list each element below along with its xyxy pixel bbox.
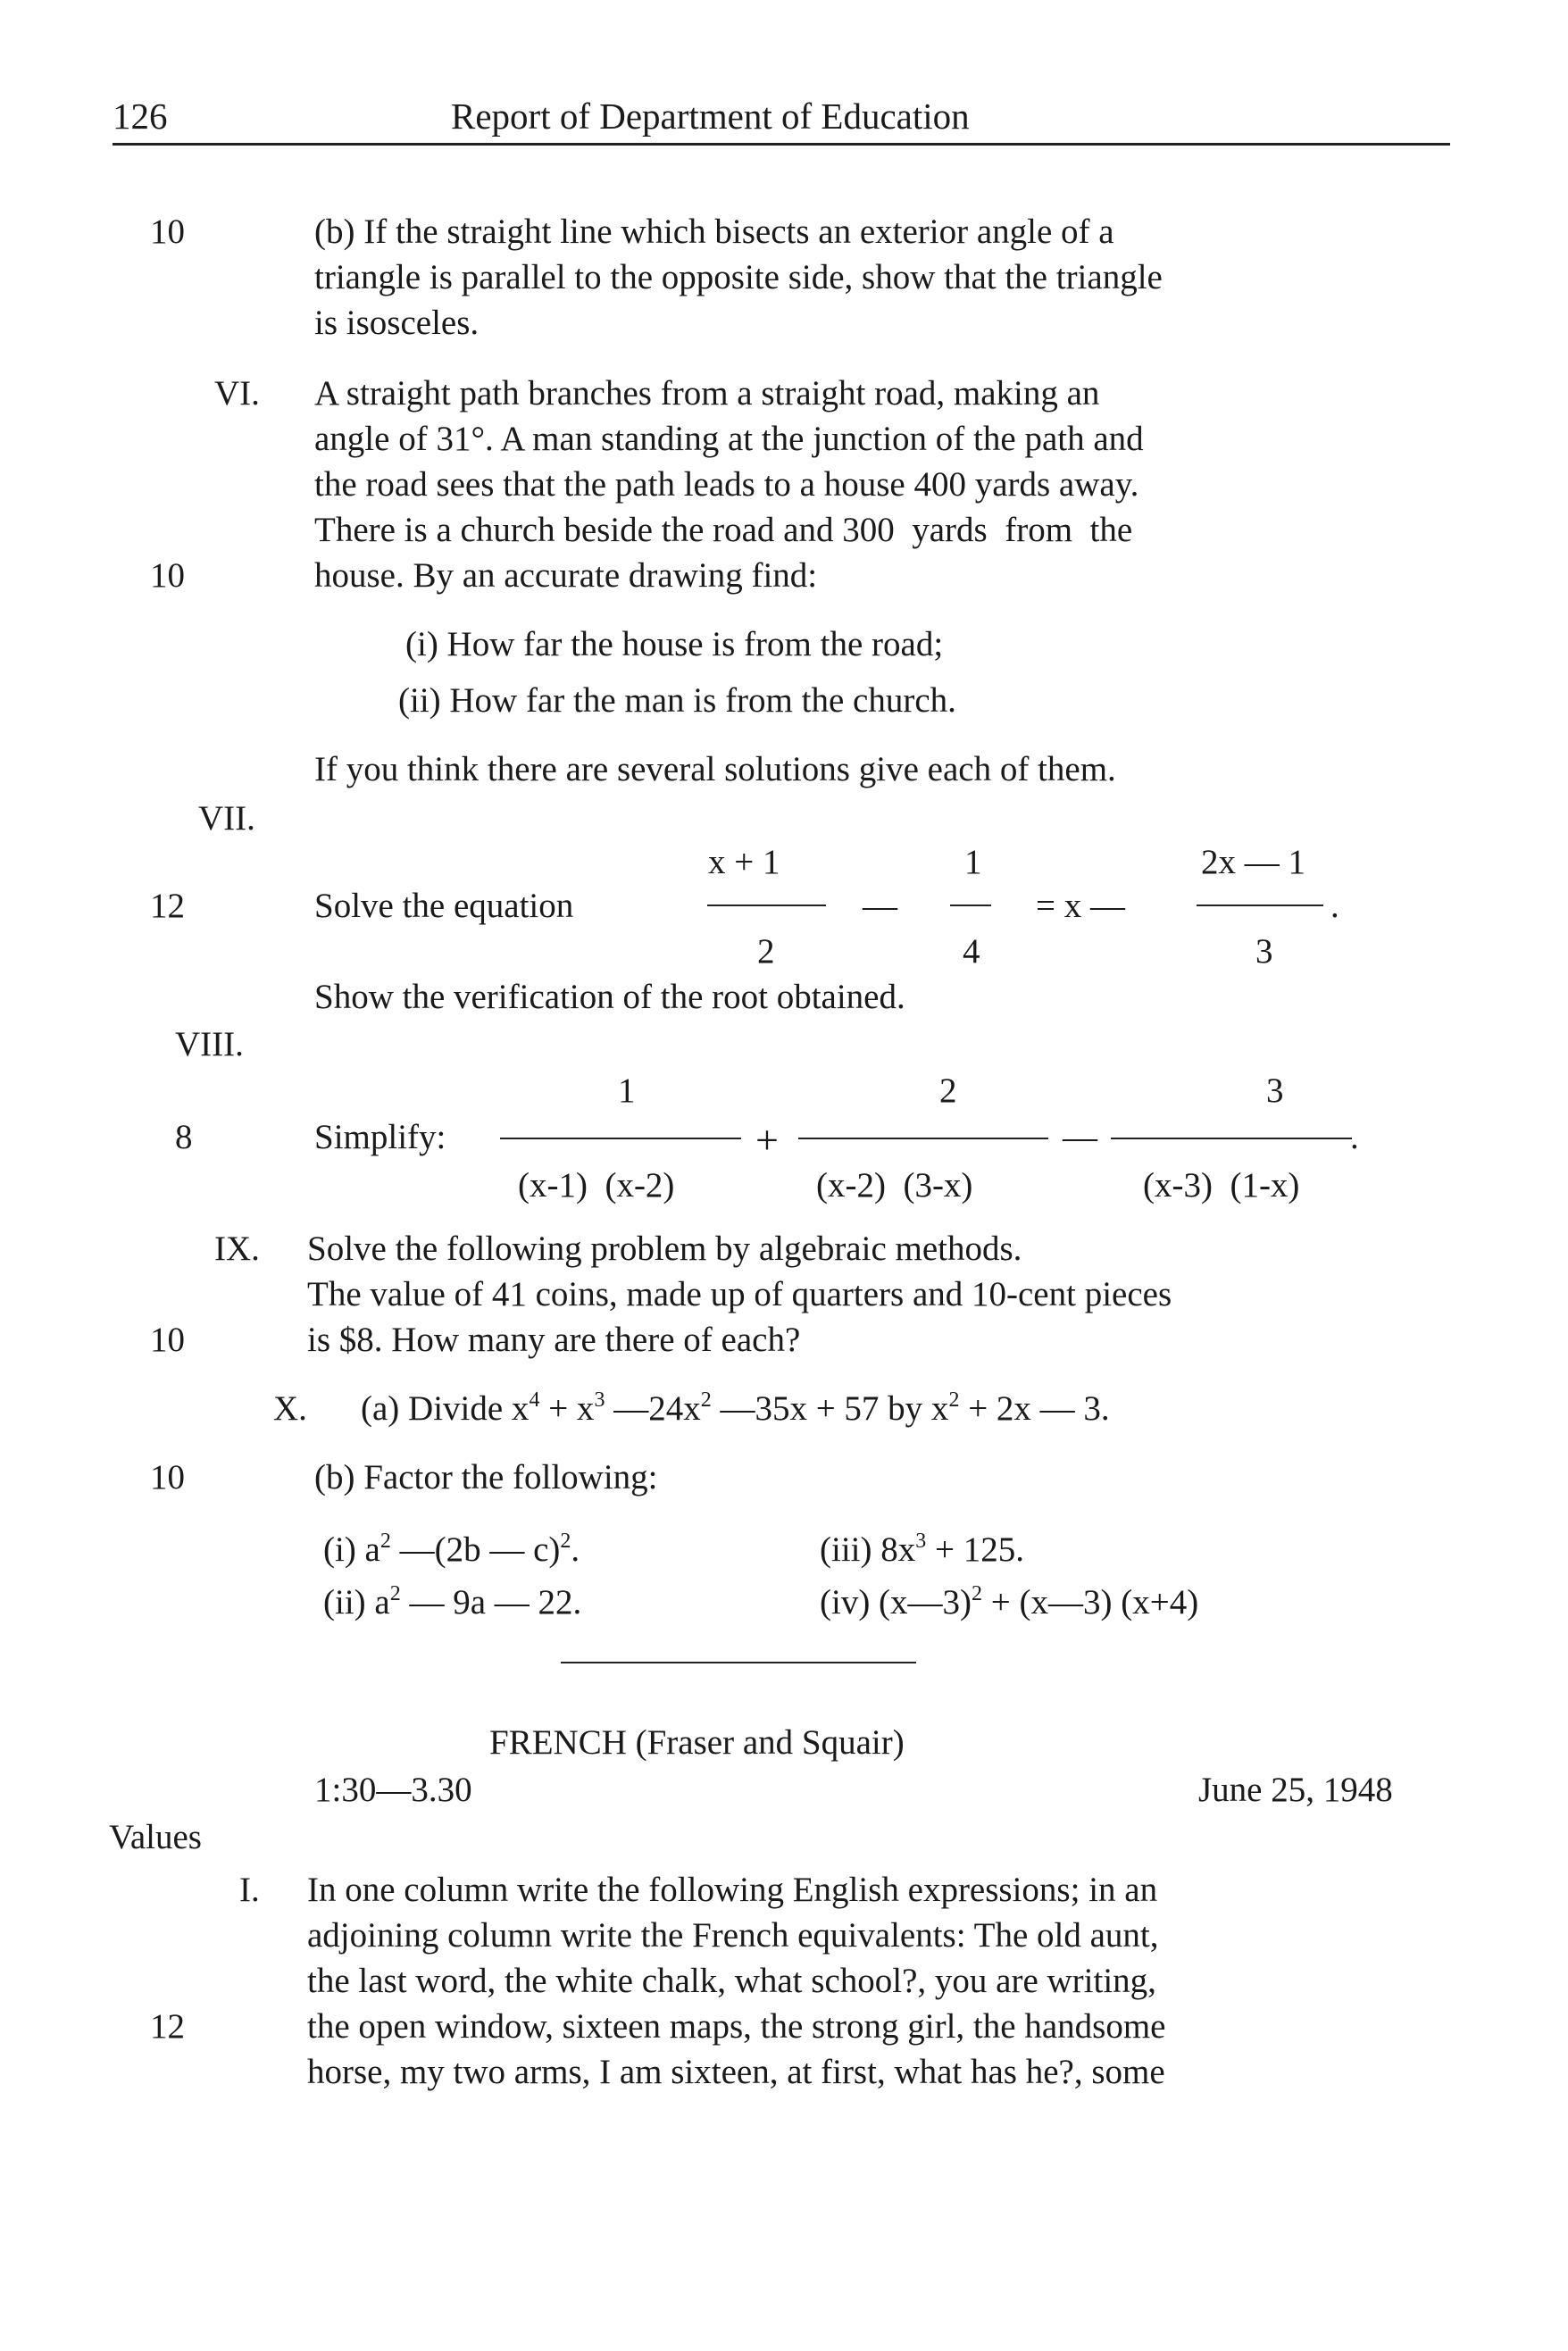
- q8-minus: —: [1063, 1118, 1097, 1156]
- q8-denominator-1: (x-1) (x-2): [518, 1166, 675, 1205]
- q7-numerator-1: x + 1: [708, 843, 780, 881]
- mark-french-q1: 12: [150, 2007, 185, 2046]
- q5b-line-1: (b) If the straight line which bisects an exterior angle of a: [314, 213, 1114, 251]
- q8-fraction-bar-3: [1111, 1138, 1352, 1139]
- q6-part-ii: (ii) How far the man is from the church.: [398, 681, 956, 720]
- q6-part-i: (i) How far the house is from the road;: [405, 625, 944, 663]
- q8-number: VIII.: [175, 1025, 244, 1063]
- mark-q6: 10: [150, 556, 185, 595]
- q6-line-4: There is a church beside the road and 300 yards from the: [314, 511, 1133, 549]
- q6-note: If you think there are several solutions give each of them.: [314, 750, 1116, 788]
- q8-numerator-1: 1: [618, 1071, 636, 1110]
- page-number: 126: [113, 96, 168, 137]
- q6-number: VI.: [214, 374, 260, 413]
- q7-numerator-3: 2x — 1: [1201, 843, 1305, 881]
- q7-number: VII.: [198, 799, 255, 838]
- q9-line-3: is $8. How many are there of each?: [307, 1321, 801, 1359]
- mark-q9: 10: [150, 1321, 185, 1359]
- french-q1-line-4: the open window, sixteen maps, the strong girl, the handsome: [307, 2007, 1166, 2046]
- q7-fraction-bar-2: [950, 905, 991, 906]
- french-q1-line-2: adjoining column write the French equivalents: The old aunt,: [307, 1916, 1159, 1955]
- q7-denominator-3: 3: [1255, 932, 1273, 971]
- q8-denominator-2: (x-2) (3-x): [816, 1166, 973, 1205]
- q10-number: X.: [273, 1389, 307, 1428]
- running-title: Report of Department of Education: [451, 96, 970, 137]
- q6-line-3: the road sees that the path leads to a house 400 yards away.: [314, 465, 1139, 504]
- header-rule: [113, 143, 1450, 146]
- q7-prompt: Solve the equation: [314, 887, 574, 925]
- mark-q10: 10: [150, 1458, 185, 1496]
- section-divider: [561, 1662, 916, 1663]
- q7-fraction-bar-3: [1197, 905, 1323, 906]
- q8-period: .: [1350, 1118, 1359, 1156]
- q7-fraction-bar-1: [707, 905, 826, 906]
- french-q1-line-1: In one column write the following English expressions; in an: [307, 1871, 1158, 1909]
- q8-numerator-3: 3: [1266, 1071, 1284, 1110]
- q7-equals-x-minus: = x —: [1036, 887, 1125, 925]
- q10-factor-i: (i) $a^2$ —(2b — c)$^2$.: [323, 1530, 580, 1569]
- q7-numerator-2: 1: [964, 843, 982, 881]
- q10-part-a: (a) Divide $x^4 + x^3$ $—24x^2$ —35x + 57 by $x^2 + 2x$ — 3.: [361, 1388, 1110, 1428]
- q8-numerator-2: 2: [939, 1071, 957, 1110]
- q7-minus: —: [863, 887, 897, 925]
- french-date: June 25, 1948: [1198, 1771, 1393, 1809]
- q7-verify: Show the verification of the root obtained.: [314, 978, 905, 1016]
- q8-denominator-3: (x-3) (1-x): [1143, 1166, 1300, 1205]
- q8-fraction-bar-2: [798, 1138, 1048, 1139]
- q5b-line-3: is isosceles.: [314, 304, 480, 342]
- mark-q8: 8: [175, 1118, 193, 1156]
- q6-line-2: angle of 31°. A man standing at the junction of the path and: [314, 420, 1144, 458]
- french-q1-number: I.: [239, 1871, 260, 1909]
- q10-factor-iv: (iv) (x—3)$^2$ + (x—3) (x+4): [820, 1582, 1199, 1622]
- french-q1-line-5: horse, my two arms, I am sixteen, at first, what has he?, some: [307, 2053, 1165, 2091]
- mark-q7: 12: [150, 887, 185, 925]
- q10-factor-ii: (ii) $a^2$ — 9a — 22.: [323, 1582, 582, 1622]
- french-q1-line-3: the last word, the white chalk, what school?, you are writing,: [307, 1962, 1156, 2000]
- french-time: 1:30—3.30: [314, 1771, 472, 1809]
- q7-denominator-1: 2: [757, 932, 775, 971]
- q10-part-b-label: (b) Factor the following:: [314, 1458, 658, 1496]
- q10-factor-iii: (iii) $8x^3 + 125$.: [820, 1530, 1024, 1569]
- mark-q5b: 10: [150, 213, 185, 251]
- q9-number: IX.: [214, 1230, 260, 1268]
- values-label: Values: [109, 1818, 202, 1856]
- q8-fraction-bar-1: [500, 1138, 741, 1139]
- french-title: FRENCH (Fraser and Squair): [489, 1723, 905, 1762]
- q9-line-2: The value of 41 coins, made up of quarters and 10-cent pieces: [307, 1275, 1172, 1313]
- q8-prompt: Simplify:: [314, 1118, 446, 1156]
- q6-line-5: house. By an accurate drawing find:: [314, 556, 818, 595]
- q8-plus: +: [755, 1117, 779, 1163]
- q6-line-1: A straight path branches from a straight road, making an: [314, 374, 1100, 413]
- q5b-line-2: triangle is parallel to the opposite side, show that the triangle: [314, 258, 1163, 296]
- q9-line-1: Solve the following problem by algebraic methods.: [307, 1230, 1022, 1268]
- q7-denominator-2: 4: [963, 932, 980, 971]
- q7-period: .: [1330, 887, 1339, 925]
